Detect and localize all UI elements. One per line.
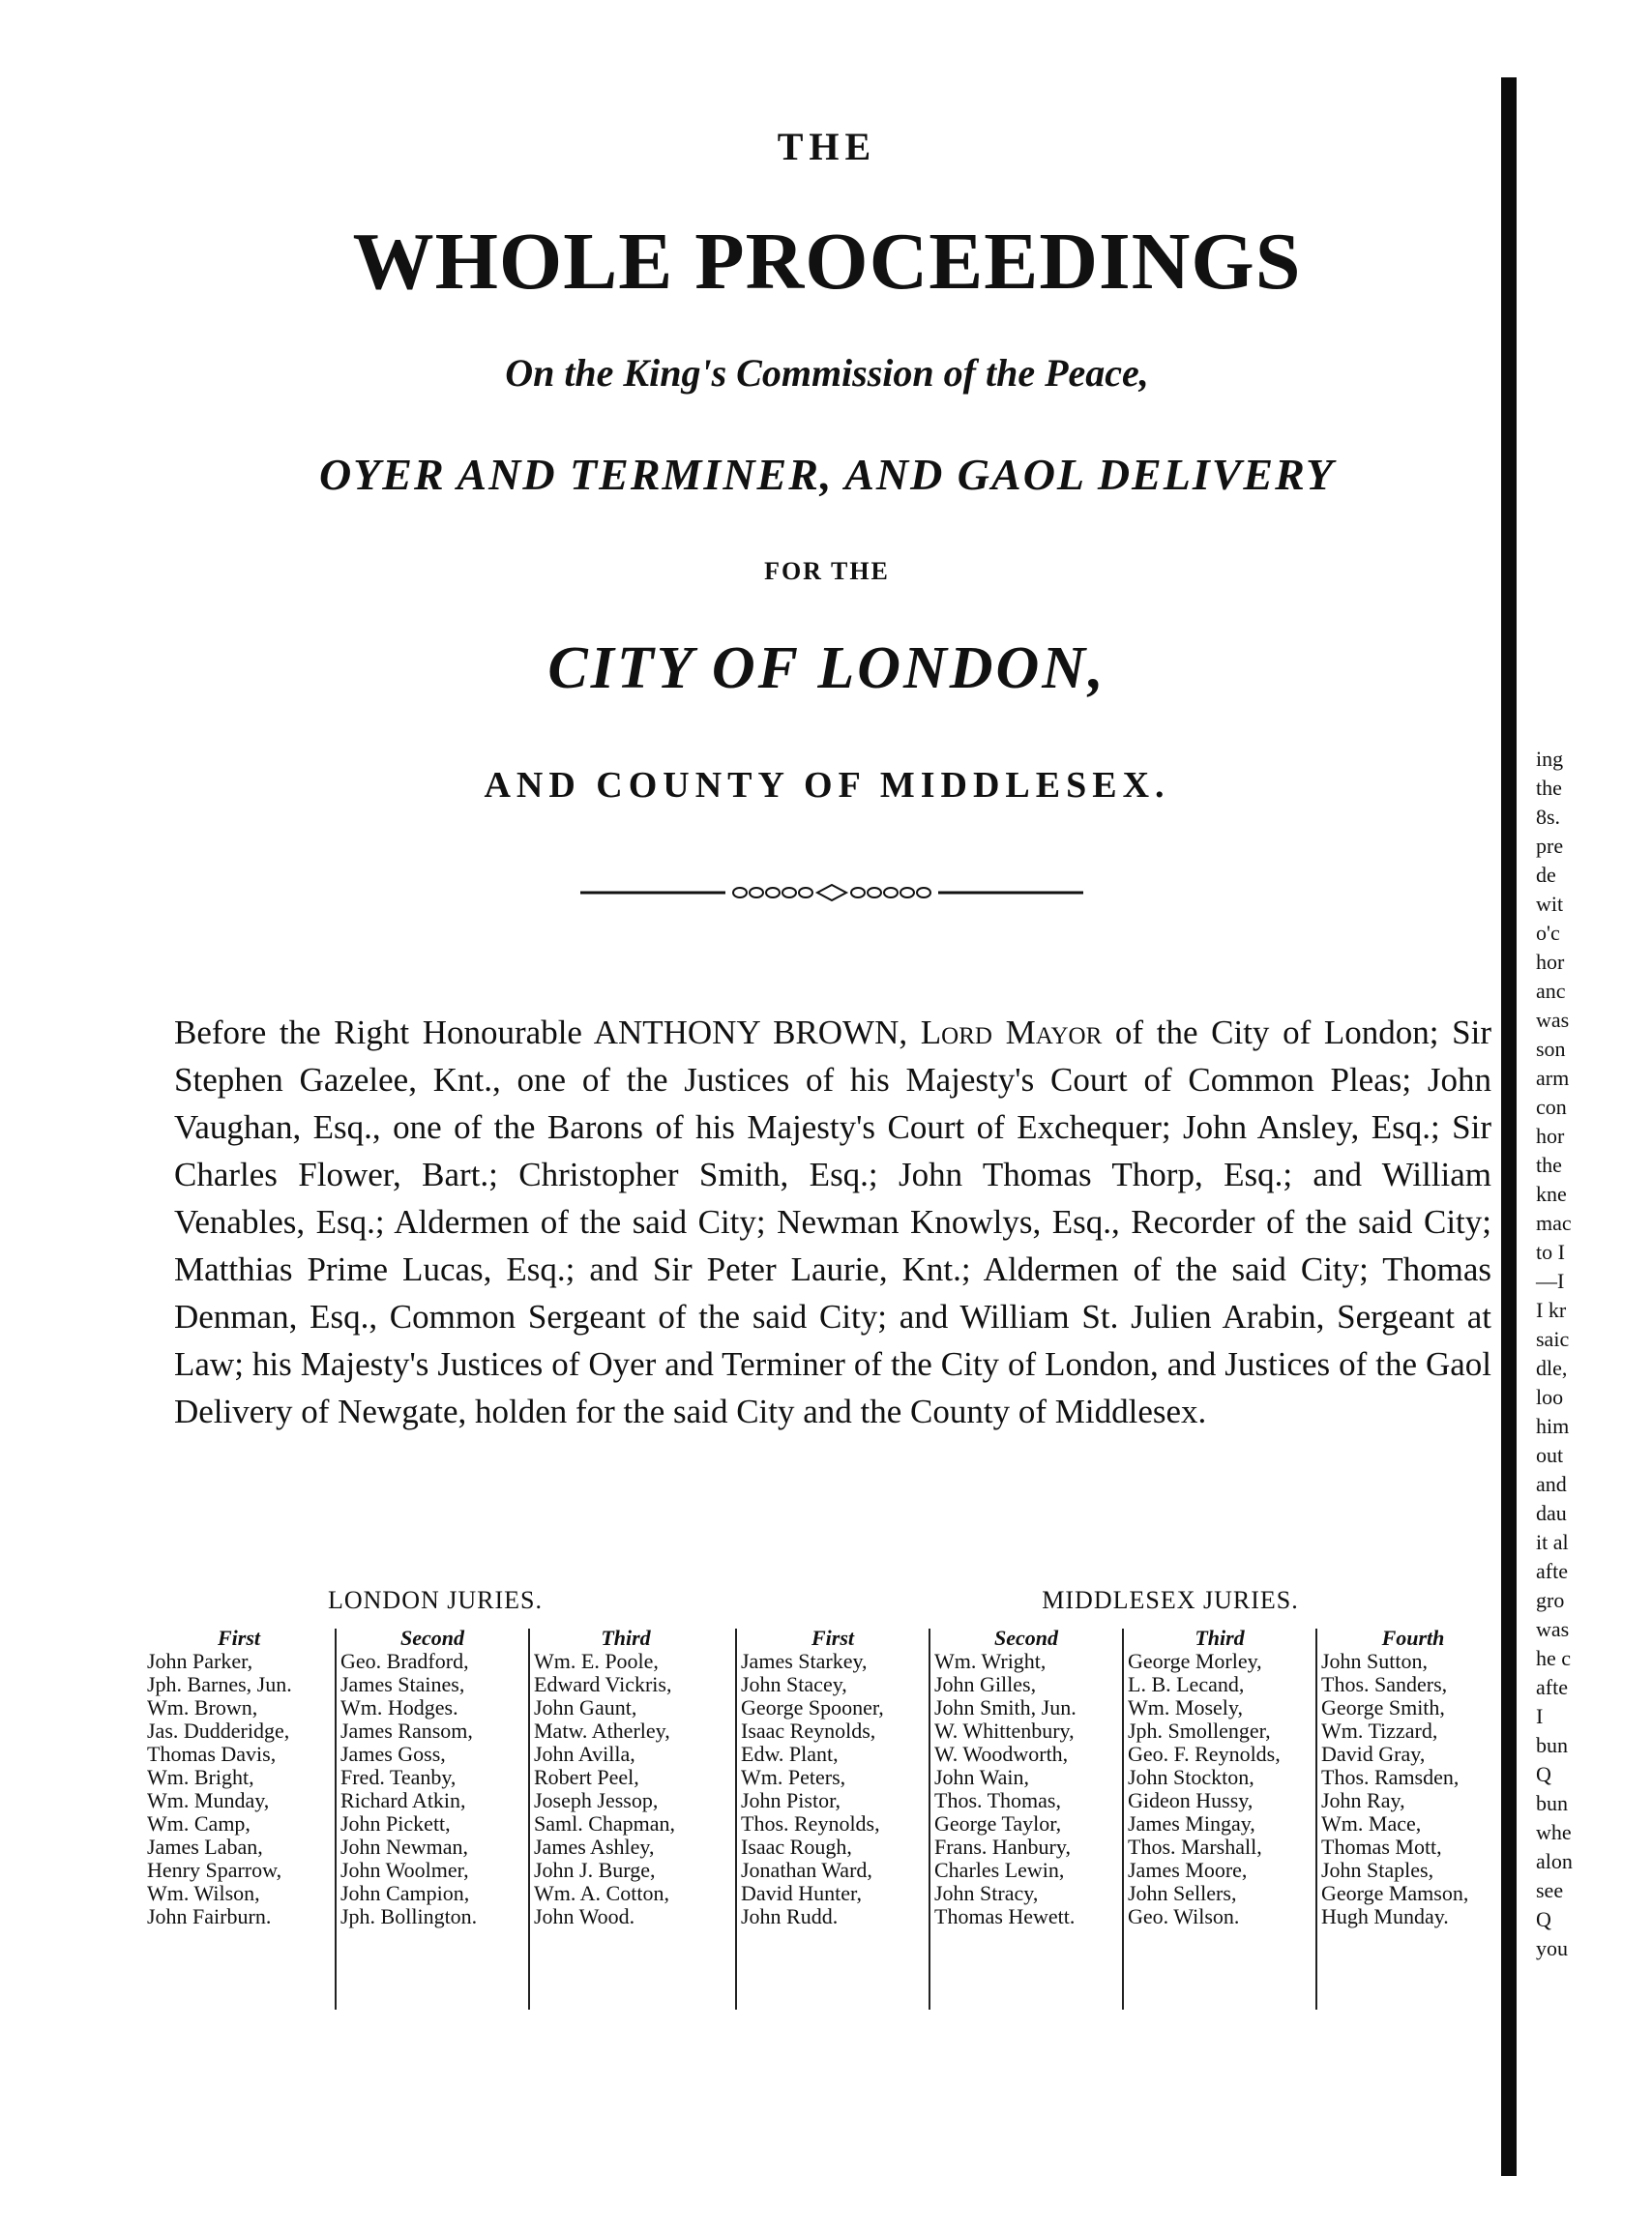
juror-name: Thos. Sanders,: [1321, 1672, 1448, 1696]
margin-fragment: pre: [1536, 834, 1564, 858]
column-divider: [335, 1629, 337, 2010]
middlesex-jury-column-3: [1128, 1627, 1312, 1928]
margin-fragment: —I: [1536, 1269, 1565, 1293]
juror-name: Thomas Davis,: [147, 1742, 277, 1766]
juror-name: Henry Sparrow,: [147, 1858, 282, 1882]
jury-column-label: Fourth: [1381, 1626, 1445, 1650]
margin-fragment: I: [1536, 1704, 1544, 1728]
juror-name: Edward Vickris,: [534, 1672, 672, 1696]
margin-fragment: was: [1536, 1617, 1570, 1641]
column-divider: [1122, 1629, 1124, 2010]
juror-name: Frans. Hanbury,: [934, 1835, 1071, 1859]
juror-name: Wm. Wilson,: [147, 1881, 260, 1905]
juror-name: Matw. Atherley,: [534, 1719, 670, 1743]
juror-name: Wm. Hodges.: [340, 1695, 458, 1720]
juror-name: John Avilla,: [534, 1742, 635, 1766]
middlesex-juries-heading: MIDDLESEX JURIES.: [1042, 1586, 1299, 1614]
margin-fragment: afte: [1536, 1559, 1568, 1583]
juror-name: James Laban,: [147, 1835, 263, 1859]
for-the-line: FOR THE: [764, 557, 890, 585]
juror-name: Geo. Bradford,: [340, 1649, 469, 1673]
juror-name: Wm. Mace,: [1321, 1811, 1422, 1836]
juror-name: John Staples,: [1321, 1858, 1434, 1882]
juror-name: Wm. Camp,: [147, 1811, 251, 1836]
margin-fragment: mac: [1536, 1211, 1572, 1235]
juror-name: Isaac Rough,: [741, 1835, 852, 1859]
juror-name: W. Woodworth,: [934, 1742, 1069, 1766]
margin-fragment: you: [1536, 1936, 1568, 1960]
column-divider: [929, 1629, 930, 2010]
juror-name: Thos. Reynolds,: [741, 1811, 880, 1836]
juror-name: Wm. Peters,: [741, 1765, 846, 1789]
juror-name: John Woolmer,: [340, 1858, 469, 1882]
london-jury-column-2: [340, 1627, 524, 1928]
juror-name: Gideon Hussy,: [1128, 1788, 1254, 1812]
middlesex-jury-column-1: [741, 1627, 925, 1928]
margin-fragment: ing: [1536, 747, 1564, 771]
margin-fragment: hor: [1536, 950, 1565, 974]
juror-name: John Pistor,: [741, 1788, 841, 1812]
juror-name: Charles Lewin,: [934, 1858, 1065, 1882]
margin-fragment: the: [1536, 776, 1562, 800]
juror-name: James Staines,: [340, 1672, 465, 1696]
margin-fragment: see: [1536, 1878, 1564, 1902]
juror-name: John Gaunt,: [534, 1695, 637, 1720]
juror-name: James Ashley,: [534, 1835, 655, 1859]
title-the: THE: [777, 125, 877, 168]
next-page-margin-text: [1536, 745, 1598, 1963]
juror-name: Wm. Munday,: [147, 1788, 270, 1812]
juror-name: John Pickett,: [340, 1811, 451, 1836]
juror-name: Jph. Bollington.: [340, 1904, 478, 1928]
juror-name: John Sutton,: [1321, 1649, 1429, 1673]
column-divider: [528, 1629, 530, 2010]
main-title: WHOLE PROCEEDINGS: [352, 217, 1302, 307]
juror-name: John Newman,: [340, 1835, 468, 1859]
london-jury-column-3: [534, 1627, 718, 1928]
juror-name: Edw. Plant,: [741, 1742, 839, 1766]
margin-fragment: bun: [1536, 1733, 1568, 1757]
jury-column-label: Second: [400, 1626, 464, 1650]
juror-name: John Gilles,: [934, 1672, 1037, 1696]
juror-name: Joseph Jessop,: [534, 1788, 659, 1812]
margin-fragment: to I: [1536, 1240, 1565, 1264]
juror-name: Wm. Bright,: [147, 1765, 254, 1789]
column-divider: [735, 1629, 737, 2010]
city-of-london-heading: CITY OF LONDON,: [547, 635, 1106, 701]
juror-name: Wm. Wright,: [934, 1649, 1047, 1673]
margin-fragment: de: [1536, 863, 1556, 887]
juror-name: John Wain,: [934, 1765, 1030, 1789]
jury-column-label: Third: [601, 1626, 651, 1650]
juror-name: Wm. A. Cotton,: [534, 1881, 669, 1905]
juror-name: Wm. Tizzard,: [1321, 1719, 1438, 1743]
juror-name: George Morley,: [1128, 1649, 1262, 1673]
lord-mayor-label: Lord Mayor: [920, 1014, 1103, 1051]
juror-name: Saml. Chapman,: [534, 1811, 676, 1836]
margin-fragment: o'c: [1536, 921, 1560, 945]
juror-name: Wm. Mosely,: [1128, 1695, 1243, 1720]
margin-fragment: the: [1536, 1153, 1562, 1177]
margin-fragment: out: [1536, 1443, 1564, 1467]
juror-name: Hugh Munday.: [1321, 1904, 1449, 1928]
juror-name: James Ransom,: [340, 1719, 473, 1743]
margin-fragment: wit: [1536, 892, 1564, 916]
preamble-intro: Before the Right Honourable ANTHONY BROWN,: [174, 1014, 921, 1051]
juror-name: Thomas Mott,: [1321, 1835, 1442, 1859]
juror-name: George Spooner,: [741, 1695, 884, 1720]
juror-name: Fred. Teanby,: [340, 1765, 457, 1789]
juror-name: John Fairburn.: [147, 1904, 272, 1928]
jury-column-label: Third: [1195, 1626, 1245, 1650]
juror-name: Wm. E. Poole,: [534, 1649, 659, 1673]
juror-name: David Gray,: [1321, 1742, 1426, 1766]
juror-name: John Stockton,: [1128, 1765, 1254, 1789]
juror-name: John Rudd.: [741, 1904, 839, 1928]
juror-name: Wm. Brown,: [147, 1695, 258, 1720]
jury-column-label: First: [217, 1626, 261, 1650]
margin-fragment: I kr: [1536, 1298, 1567, 1322]
preamble-body: of the City of London; Sir Stephen Gazelee, Knt., one of the Justices of his Majesty's Court of Common Pleas; John Vaughan, Esq., one of the Barons of his Majesty's Court of Exchequer; John Ansley, Esq.; Sir Charles Flower, Bart.; Christopher Smith, Esq.; John Thomas Thorp, Esq.; and William Venables, Esq.; Aldermen of the said City; Newman Knowlys, Esq., Recorder of the said City; Matthias Prime Lucas, Esq.; and Sir Peter Laurie, Knt.; Aldermen of the said City; Thomas Denman, Esq., Common Sergeant of the said City; and William St. Julien Arabin, Sergeant at Law; his Majesty's Justices of Oyer and Terminer of the City of London, and Justices of the Gaol Delivery of Newgate, holden for the said City and the County of Middlesex.: [174, 1014, 1491, 1430]
juror-name: Robert Peel,: [534, 1765, 639, 1789]
margin-fragment: and: [1536, 1472, 1567, 1496]
juror-name: John Stracy,: [934, 1881, 1039, 1905]
county-heading: AND COUNTY OF MIDDLESEX.: [484, 765, 1170, 806]
juror-name: Thos. Marshall,: [1128, 1835, 1262, 1859]
juror-name: James Mingay,: [1128, 1811, 1255, 1836]
margin-fragment: arm: [1536, 1066, 1570, 1090]
juror-name: Jph. Smollenger,: [1128, 1719, 1271, 1743]
ornament-divider-icon: [580, 878, 1083, 907]
juror-name: John Campion,: [340, 1881, 470, 1905]
margin-fragment: hor: [1536, 1124, 1565, 1148]
margin-fragment: he c: [1536, 1646, 1572, 1670]
juror-name: George Smith,: [1321, 1695, 1445, 1720]
london-juries-heading: LONDON JURIES.: [328, 1586, 543, 1614]
juror-name: Geo. Wilson.: [1128, 1904, 1240, 1928]
juror-name: John Smith, Jun.: [934, 1695, 1077, 1720]
margin-fragment: Q: [1536, 1762, 1551, 1786]
juror-name: George Mamson,: [1321, 1881, 1469, 1905]
margin-fragment: gro: [1536, 1588, 1565, 1612]
juror-name: John Ray,: [1321, 1788, 1405, 1812]
margin-fragment: kne: [1536, 1182, 1567, 1206]
juror-name: John J. Burge,: [534, 1858, 656, 1882]
margin-fragment: alon: [1536, 1849, 1573, 1873]
margin-fragment: son: [1536, 1037, 1566, 1061]
margin-fragment: was: [1536, 1008, 1570, 1032]
margin-fragment: 8s.: [1536, 805, 1561, 829]
margin-fragment: whe: [1536, 1820, 1572, 1844]
juror-name: John Sellers,: [1128, 1881, 1237, 1905]
juror-name: George Taylor,: [934, 1811, 1062, 1836]
margin-fragment: dau: [1536, 1501, 1567, 1525]
juror-name: Geo. F. Reynolds,: [1128, 1742, 1281, 1766]
juror-name: Thos. Ramsden,: [1321, 1765, 1460, 1789]
commission-subtitle: On the King's Commission of the Peace,: [505, 351, 1149, 395]
juror-name: Thos. Thomas,: [934, 1788, 1061, 1812]
middlesex-jury-column-2: [934, 1627, 1118, 1928]
juror-name: Richard Atkin,: [340, 1788, 466, 1812]
middlesex-jury-column-4: [1321, 1627, 1505, 1928]
margin-fragment: afte: [1536, 1675, 1568, 1699]
london-jury-column-1: [147, 1627, 331, 1928]
jury-column-label: Second: [994, 1626, 1058, 1650]
margin-fragment: loo: [1536, 1385, 1564, 1409]
juror-name: James Goss,: [340, 1742, 446, 1766]
juror-name: James Moore,: [1128, 1858, 1248, 1882]
margin-fragment: dle,: [1536, 1356, 1568, 1380]
juror-name: John Parker,: [147, 1649, 253, 1673]
juror-name: John Stacey,: [741, 1672, 847, 1696]
jury-column-label: First: [811, 1626, 855, 1650]
margin-fragment: it al: [1536, 1530, 1569, 1554]
preamble-paragraph: [174, 1009, 1491, 1435]
juror-name: L. B. Lecand,: [1128, 1672, 1245, 1696]
juror-name: Jph. Barnes, Jun.: [147, 1672, 292, 1696]
margin-fragment: anc: [1536, 979, 1566, 1003]
margin-fragment: con: [1536, 1095, 1567, 1119]
juror-name: John Wood.: [534, 1904, 635, 1928]
juror-name: David Hunter,: [741, 1881, 862, 1905]
oyer-terminer-heading: OYER AND TERMINER, AND GAOL DELIVERY: [318, 450, 1336, 499]
margin-fragment: saic: [1536, 1327, 1570, 1351]
margin-fragment: Q: [1536, 1907, 1551, 1931]
juror-name: Jonathan Ward,: [741, 1858, 872, 1882]
juror-name: Thomas Hewett.: [934, 1904, 1076, 1928]
page-edge-bar: [1501, 77, 1517, 2176]
margin-fragment: bun: [1536, 1791, 1568, 1815]
column-divider: [1315, 1629, 1317, 2010]
juror-name: Isaac Reynolds,: [741, 1719, 876, 1743]
juror-name: James Starkey,: [741, 1649, 868, 1673]
juror-name: Jas. Dudderidge,: [147, 1719, 290, 1743]
juror-name: W. Whittenbury,: [934, 1719, 1075, 1743]
margin-fragment: him: [1536, 1414, 1570, 1438]
